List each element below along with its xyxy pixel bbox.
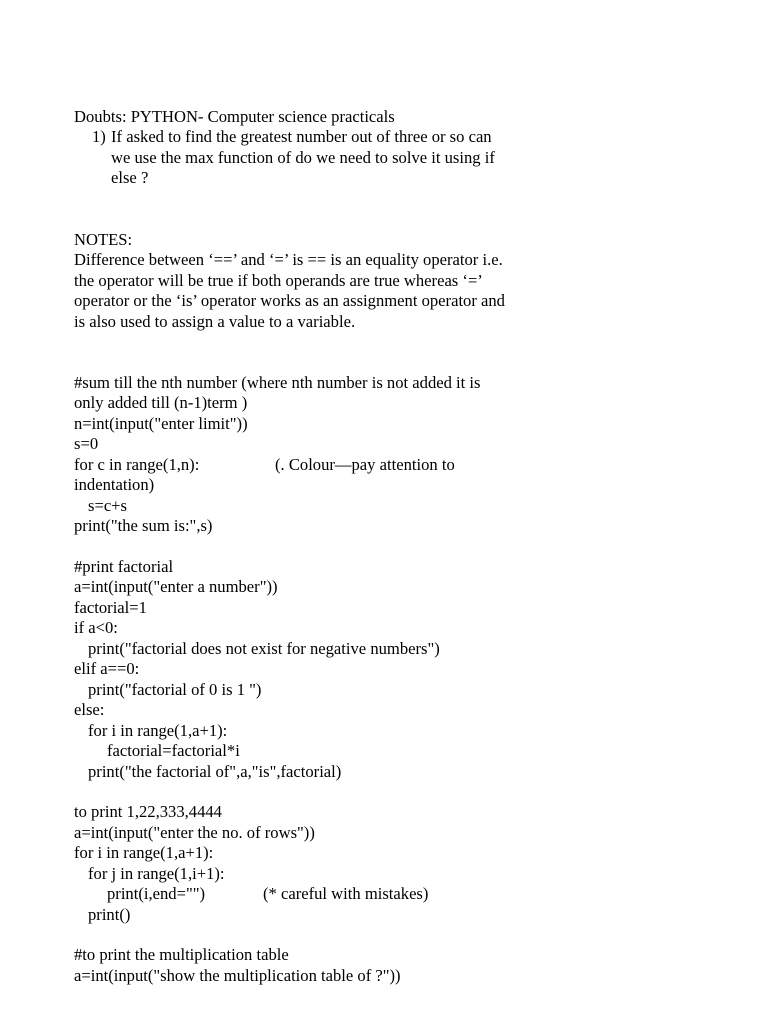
code-line: for i in range(1,a+1):: [74, 843, 214, 862]
code-comment: #print factorial: [74, 557, 174, 576]
code-line: n=int(input("enter limit")): [74, 414, 248, 433]
code-line: print(i,end=""): [107, 884, 206, 903]
code-line: factorial=factorial*i: [107, 741, 240, 760]
code-line: for i in range(1,a+1):: [88, 721, 228, 740]
code-line: print("the factorial of",a,"is",factorial): [88, 762, 342, 781]
code-line: only added till (n-1)term ): [74, 393, 248, 412]
code-comment: to print 1,22,333,4444: [74, 802, 222, 821]
list-number: 1): [92, 127, 106, 146]
doubts-heading: Doubts: PYTHON- Computer science practicals: [74, 107, 395, 126]
notes-line: is also used to assign a value to a variable.: [74, 312, 356, 331]
code-line: print(): [88, 905, 131, 924]
code-line: else:: [74, 700, 105, 719]
code-comment: #sum till the nth number (where nth number is not added it is: [74, 373, 481, 392]
notes-heading: NOTES:: [74, 230, 133, 249]
code-line: indentation): [74, 475, 155, 494]
code-line: if a<0:: [74, 618, 118, 637]
code-line: print("factorial does not exist for negative numbers"): [88, 639, 440, 658]
doubt-line: else ?: [111, 168, 149, 187]
code-comment: #to print the multiplication table: [74, 945, 289, 964]
notes-line: operator or the ‘is’ operator works as an assignment operator and: [74, 291, 505, 310]
notes-line: Difference between ‘==’ and ‘=’ is == is an equality operator i.e.: [74, 250, 503, 269]
code-line: factorial=1: [74, 598, 147, 617]
code-line: elif a==0:: [74, 659, 140, 678]
code-line: a=int(input("enter a number")): [74, 577, 278, 596]
side-note: (* careful with mistakes): [263, 884, 429, 903]
code-line: a=int(input("show the multiplication table of ?")): [74, 966, 401, 985]
code-line: print("the sum is:",s): [74, 516, 213, 535]
notes-line: the operator will be true if both operands are true whereas ‘=’: [74, 271, 483, 290]
code-line: for c in range(1,n):: [74, 455, 200, 474]
code-line: s=c+s: [88, 496, 127, 515]
doubt-line: If asked to find the greatest number out of three or so can: [111, 127, 492, 146]
code-line: s=0: [74, 434, 99, 453]
side-note: (. Colour—pay attention to: [275, 455, 455, 474]
doubt-line: we use the max function of do we need to solve it using if: [111, 148, 495, 167]
code-line: a=int(input("enter the no. of rows")): [74, 823, 315, 842]
code-line: print("factorial of 0 is 1 "): [88, 680, 262, 699]
code-line: for j in range(1,i+1):: [88, 864, 225, 883]
